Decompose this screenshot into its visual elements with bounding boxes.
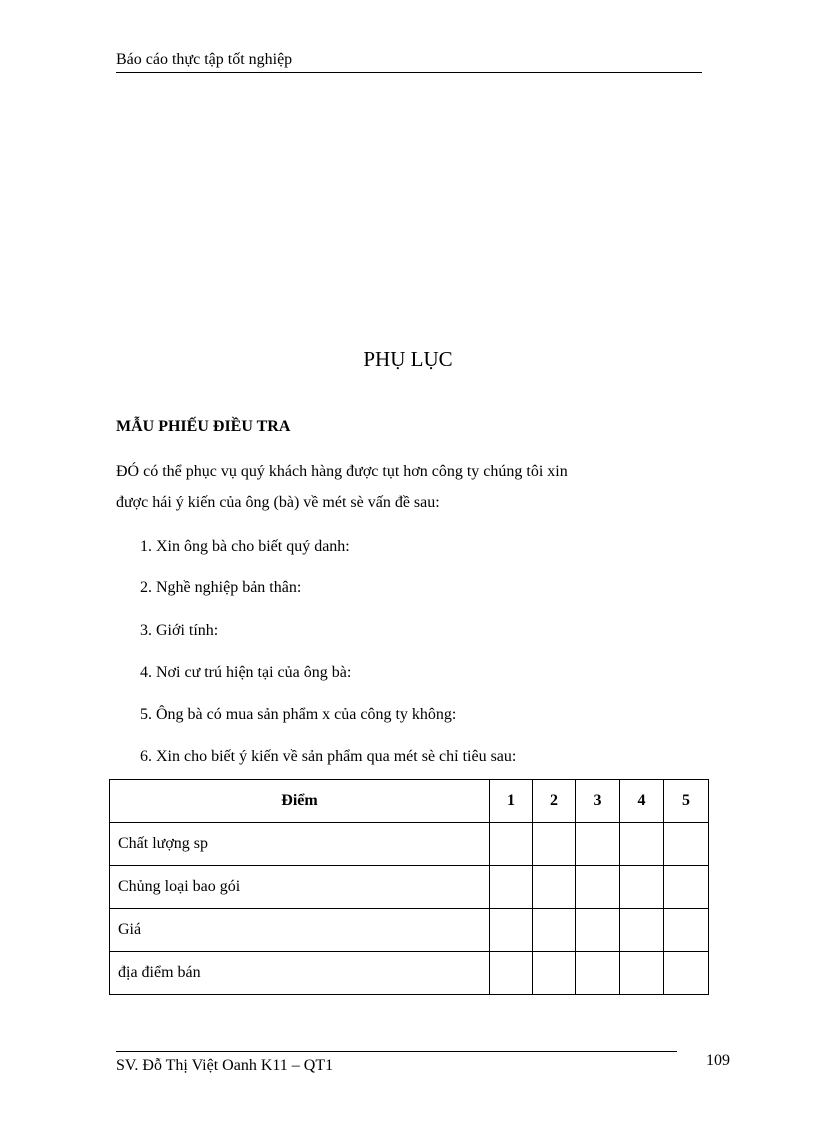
rating-cell: [664, 823, 709, 866]
rating-cell: [620, 866, 664, 909]
intro-paragraph: [116, 456, 706, 518]
row-label: Chủng loại bao gói: [110, 866, 490, 909]
table-header-row: [110, 780, 709, 823]
question-4: 4. Nơi cư trú hiện tại của ông bà:: [140, 664, 352, 681]
header-score-3: 3: [576, 780, 620, 823]
header-score-2: 2: [533, 780, 576, 823]
header-score-4: 4: [620, 780, 664, 823]
rating-cell: [664, 909, 709, 952]
row-label: Giá: [110, 909, 490, 952]
rating-cell: [576, 866, 620, 909]
table-row: [110, 866, 709, 909]
header-score-5: 5: [664, 780, 709, 823]
rating-cell: [490, 909, 533, 952]
rating-cell: [620, 952, 664, 995]
section-heading: MẪU PHIẾU ĐIỀU TRA: [116, 418, 291, 435]
footer-divider: [116, 1051, 677, 1052]
rating-cell: [576, 823, 620, 866]
table-row: [110, 823, 709, 866]
rating-cell: [490, 952, 533, 995]
page-header: Báo cáo thực tập tốt nghiệp: [116, 50, 702, 73]
intro-line-2: được hái ý kiến của ông (bà) về mét sè vấn đề sau:: [116, 494, 440, 511]
rating-cell: [620, 909, 664, 952]
header-score-1: 1: [490, 780, 533, 823]
question-1: 1. Xin ông bà cho biết quý danh:: [140, 538, 350, 555]
rating-cell: [490, 866, 533, 909]
table-row: [110, 909, 709, 952]
page-number: 109: [706, 1052, 730, 1069]
row-label: Chất lượng sp: [110, 823, 490, 866]
rating-cell: [490, 823, 533, 866]
question-3: 3. Giới tính:: [140, 622, 219, 639]
rating-cell: [533, 909, 576, 952]
header-criteria: Điểm: [110, 780, 490, 823]
question-2: 2. Nghề nghiệp bản thân:: [140, 579, 302, 596]
rating-cell: [664, 866, 709, 909]
rating-cell: [576, 909, 620, 952]
row-label: địa điểm bán: [110, 952, 490, 995]
rating-table: [109, 779, 709, 995]
rating-cell: [533, 866, 576, 909]
intro-line-1: ĐÓ có thể phục vụ quý khách hàng được tụt hơn công ty chúng tôi xin: [116, 463, 568, 480]
rating-cell: [664, 952, 709, 995]
question-5: 5. Ông bà có mua sản phẩm x của công ty không:: [140, 706, 457, 723]
rating-cell: [533, 952, 576, 995]
footer-author: SV. Đỗ Thị Việt Oanh K11 – QT1: [116, 1057, 334, 1074]
page-title: PHỤ LỤC: [363, 347, 453, 371]
table-row: [110, 952, 709, 995]
rating-cell: [533, 823, 576, 866]
rating-cell: [620, 823, 664, 866]
rating-cell: [576, 952, 620, 995]
question-6: 6. Xin cho biết ý kiến về sản phẩm qua mét sè chỉ tiêu sau:: [140, 748, 517, 765]
